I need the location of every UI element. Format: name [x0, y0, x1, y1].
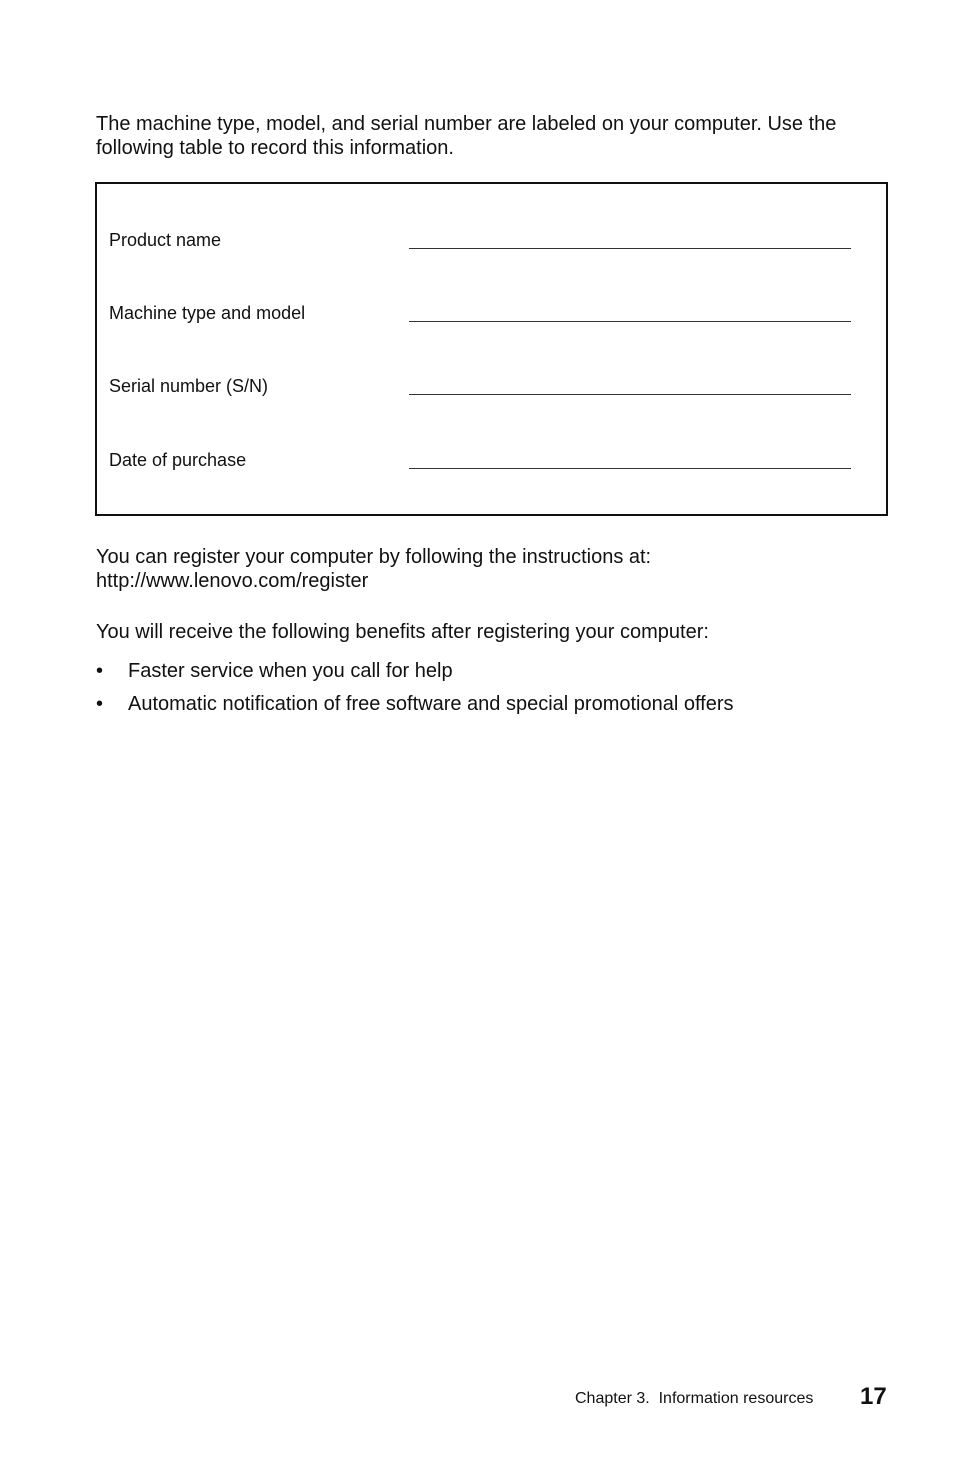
page-number: 17 [860, 1383, 887, 1410]
register-paragraph [96, 545, 896, 593]
benefits-list [96, 659, 916, 725]
benefits-intro: You will receive the following benefits after registering your computer: [96, 621, 709, 643]
record-blank-line [409, 321, 851, 322]
record-row-product-name [97, 229, 886, 259]
record-label: Serial number (S/N) [109, 376, 269, 396]
record-label: Machine type and model [109, 303, 306, 323]
register-url-link[interactable]: http://www.lenovo.com/register [96, 570, 369, 592]
list-item [96, 692, 916, 716]
record-row-machine-type [97, 302, 886, 332]
register-text: You can register your computer by following the instructions at: [96, 546, 652, 568]
list-item-text: Faster service when you call for help [128, 660, 453, 682]
record-label: Product name [109, 230, 222, 250]
footer-chapter-title: Chapter 3. Information resources [575, 1390, 814, 1407]
list-item [96, 659, 916, 683]
list-item-text: Automatic notification of free software and special promotional offers [128, 693, 734, 715]
record-blank-line [409, 394, 851, 395]
record-row-serial-number [97, 375, 886, 405]
record-blank-line [409, 468, 851, 469]
bullet-icon: • [96, 660, 104, 682]
bullet-icon: • [96, 693, 104, 715]
record-row-date-of-purchase [97, 449, 886, 479]
record-label: Date of purchase [109, 450, 247, 470]
record-blank-line [409, 248, 851, 249]
record-table [95, 182, 888, 516]
intro-paragraph: The machine type, model, and serial number are labeled on your computer. Use the following table to record this information. [96, 113, 837, 159]
